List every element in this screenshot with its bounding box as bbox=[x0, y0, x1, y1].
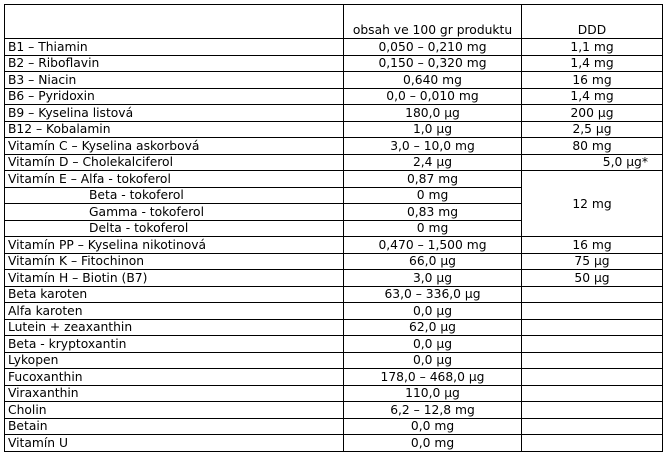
table-row bbox=[5, 286, 663, 303]
table-row-vitamin-e bbox=[5, 171, 663, 188]
table-row bbox=[5, 138, 663, 155]
row-ddd bbox=[522, 303, 663, 320]
row-value: 0,0 mg bbox=[344, 418, 522, 435]
table-row bbox=[5, 237, 663, 254]
header-name-cell bbox=[5, 5, 344, 39]
table-row bbox=[5, 352, 663, 369]
row-value: 2,4 µg bbox=[344, 154, 522, 171]
row-ddd: 1,4 mg bbox=[522, 88, 663, 105]
document-page bbox=[4, 4, 663, 452]
row-value: 0,640 mg bbox=[344, 72, 522, 89]
row-name: Cholin bbox=[5, 402, 344, 419]
row-ddd bbox=[522, 352, 663, 369]
row-name: Beta karoten bbox=[5, 286, 344, 303]
row-value: 1,0 µg bbox=[344, 121, 522, 138]
row-name: Vitamín E – Alfa - tokoferol bbox=[5, 171, 344, 188]
row-value: 0,87 mg bbox=[344, 171, 522, 188]
row-ddd: 2,5 µg bbox=[522, 121, 663, 138]
table-row bbox=[5, 121, 663, 138]
row-ddd: 5,0 µg* bbox=[522, 154, 663, 171]
header-value-cell: obsah ve 100 gr produktu bbox=[344, 5, 522, 39]
table-row bbox=[5, 39, 663, 56]
row-name: Alfa karoten bbox=[5, 303, 344, 320]
row-name: Viraxanthin bbox=[5, 385, 344, 402]
row-value: 0,0 – 0,010 mg bbox=[344, 88, 522, 105]
row-ddd: 200 µg bbox=[522, 105, 663, 122]
row-name: B12 – Kobalamin bbox=[5, 121, 344, 138]
vitamin-table bbox=[4, 4, 663, 452]
row-ddd bbox=[522, 418, 663, 435]
row-ddd bbox=[522, 369, 663, 386]
row-value: 0,0 mg bbox=[344, 435, 522, 452]
row-value: 3,0 – 10,0 mg bbox=[344, 138, 522, 155]
row-ddd bbox=[522, 385, 663, 402]
row-ddd: 1,1 mg bbox=[522, 39, 663, 56]
row-ddd bbox=[522, 336, 663, 353]
table-row bbox=[5, 253, 663, 270]
row-name: Lykopen bbox=[5, 352, 344, 369]
row-name: Fucoxanthin bbox=[5, 369, 344, 386]
row-value: 0,150 – 0,320 mg bbox=[344, 55, 522, 72]
row-name: B2 – Riboflavin bbox=[5, 55, 344, 72]
row-name: Vitamín PP – Kyselina nikotinová bbox=[5, 237, 344, 254]
row-value: 180,0 µg bbox=[344, 105, 522, 122]
row-name: Beta - tokoferol bbox=[5, 187, 344, 204]
header-ddd-cell: DDD bbox=[522, 5, 663, 39]
row-ddd bbox=[522, 402, 663, 419]
row-name: B3 – Niacin bbox=[5, 72, 344, 89]
row-value: 63,0 – 336,0 µg bbox=[344, 286, 522, 303]
row-name: B1 – Thiamin bbox=[5, 39, 344, 56]
row-ddd bbox=[522, 286, 663, 303]
row-value: 66,0 µg bbox=[344, 253, 522, 270]
row-name: Vitamín U bbox=[5, 435, 344, 452]
table-row bbox=[5, 72, 663, 89]
table-row bbox=[5, 435, 663, 452]
row-name: Beta - kryptoxantin bbox=[5, 336, 344, 353]
table-row bbox=[5, 303, 663, 320]
row-name: Vitamín K – Fitochinon bbox=[5, 253, 344, 270]
table-row bbox=[5, 105, 663, 122]
vitamin-e-ddd-cell: 12 mg bbox=[522, 171, 663, 237]
row-name: Vitamín C – Kyselina askorbová bbox=[5, 138, 344, 155]
row-ddd: 50 µg bbox=[522, 270, 663, 287]
table-row bbox=[5, 319, 663, 336]
row-value: 178,0 – 468,0 µg bbox=[344, 369, 522, 386]
table-row bbox=[5, 402, 663, 419]
row-ddd: 16 mg bbox=[522, 237, 663, 254]
row-value: 0,0 µg bbox=[344, 352, 522, 369]
row-ddd: 1,4 mg bbox=[522, 55, 663, 72]
row-value: 0 mg bbox=[344, 187, 522, 204]
row-name: Lutein + zeaxanthin bbox=[5, 319, 344, 336]
row-ddd bbox=[522, 435, 663, 452]
row-ddd: 80 mg bbox=[522, 138, 663, 155]
row-value: 0 mg bbox=[344, 220, 522, 237]
table-row bbox=[5, 154, 663, 171]
table-row bbox=[5, 336, 663, 353]
row-name: B9 – Kyselina listová bbox=[5, 105, 344, 122]
row-name: B6 – Pyridoxin bbox=[5, 88, 344, 105]
row-name: Gamma - tokoferol bbox=[5, 204, 344, 221]
row-value: 0,470 – 1,500 mg bbox=[344, 237, 522, 254]
row-value: 0,83 mg bbox=[344, 204, 522, 221]
table-row bbox=[5, 418, 663, 435]
row-value: 0,0 µg bbox=[344, 336, 522, 353]
row-value: 6,2 – 12,8 mg bbox=[344, 402, 522, 419]
row-name: Vitamín D – Cholekalciferol bbox=[5, 154, 344, 171]
row-name: Delta - tokoferol bbox=[5, 220, 344, 237]
table-row bbox=[5, 385, 663, 402]
row-value: 0,0 µg bbox=[344, 303, 522, 320]
table-header-row bbox=[5, 5, 663, 39]
table-row bbox=[5, 369, 663, 386]
table-row bbox=[5, 88, 663, 105]
row-name: Vitamín H – Biotin (B7) bbox=[5, 270, 344, 287]
row-value: 3,0 µg bbox=[344, 270, 522, 287]
row-ddd: 75 µg bbox=[522, 253, 663, 270]
row-value: 0,050 – 0,210 mg bbox=[344, 39, 522, 56]
table-row bbox=[5, 270, 663, 287]
row-name: Betain bbox=[5, 418, 344, 435]
table-row bbox=[5, 55, 663, 72]
row-value: 62,0 µg bbox=[344, 319, 522, 336]
row-ddd: 16 mg bbox=[522, 72, 663, 89]
row-ddd bbox=[522, 319, 663, 336]
row-value: 110,0 µg bbox=[344, 385, 522, 402]
